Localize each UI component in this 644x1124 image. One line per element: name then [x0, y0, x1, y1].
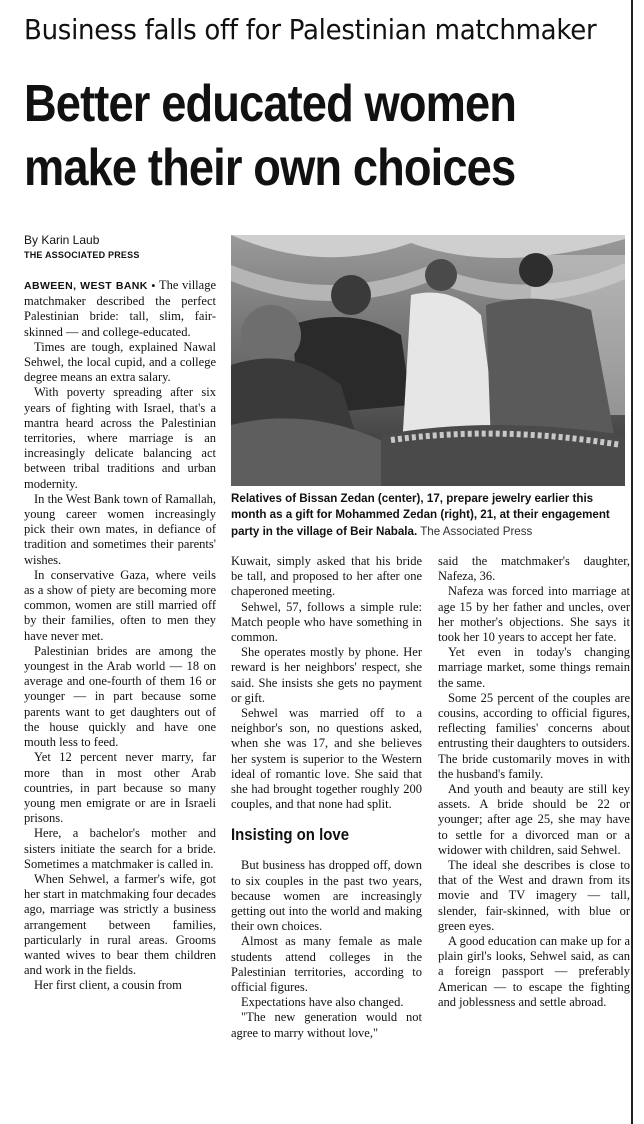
photo-credit: The Associated Press: [420, 524, 533, 538]
photo-illustration: [231, 235, 625, 486]
body-paragraph: Expectations have also changed.: [241, 995, 404, 1010]
caption-text: Relatives of Bissan Zedan (center), 17, prepare jewelry earlier this month as a gift for Mohammed Zedan (right), 21, at their engagement party in the village of Beir Nabala.: [231, 492, 610, 538]
subhead: Insisting on love: [231, 825, 350, 845]
body-paragraph: But business has dropped off, down to six couples in the past two years, because women are increasingly getting out into the world and making their own choices.: [231, 858, 422, 934]
body-paragraph: And youth and beauty are still key assets. A bride should be 22 or younger; after age 25, she may have to settle for a divorced man or a widower with children, said Sehwel.: [438, 782, 630, 857]
body-paragraph: Some 25 percent of the couples are cousins, according to official figures, reflecting families' concerns about entrusting their daughters to outsiders. The bride customarily moves in with the husband's family.: [438, 690, 630, 781]
byline: By Karin Laub: [24, 233, 100, 247]
body-paragraph: Almost as many female as male students attend colleges in the Palestinian territories, according to official figures.: [231, 934, 422, 995]
body-paragraph: said the matchmaker's daughter, Nafeza, 36.: [438, 554, 630, 584]
body-paragraph: Times are tough, explained Nawal Sehwel, the local cupid, and a college degree means an extra salary.: [24, 339, 216, 385]
body-paragraph: She operates mostly by phone. Her reward is her neighbors' respect, she said. She insists she gets no payment or gift.: [231, 645, 422, 705]
headline-line-1: Better educated women: [24, 75, 517, 133]
photo-caption: [231, 491, 625, 540]
body-paragraph: Yet 12 percent never marry, far more than in most other Arab countries, in part because so many young men emigrate or are in Israeli prisons.: [24, 750, 216, 826]
lead-paragraph: ABWEEN, WEST BANK • The village matchmaker described the perfect Palestinian bride: tall, slim, fair-skinned — and college-educated.: [24, 278, 217, 339]
body-paragraph: In conservative Gaza, where veils as a show of piety are becoming more common, women are still married off by their families, often to men they have never met.: [24, 567, 216, 643]
engagement-party-photo: [231, 235, 625, 486]
body-paragraph: Her first client, a cousin from: [34, 978, 182, 993]
body-paragraph: When Sehwel, a farmer's wife, got her start in matchmaking four decades ago, marriage was strictly a business arrangement between families, particularly in rural areas. Grooms wanted wives to bear them children and work in the fields.: [24, 871, 216, 978]
kicker-headline: Business falls off for Palestinian matchmaker: [24, 13, 597, 46]
body-paragraph: Kuwait, simply asked that his bride be tall, and proposed to her after one chaperoned meeting.: [231, 554, 422, 599]
body-paragraph: Here, a bachelor's mother and sisters initiate the search for a bride. Sometimes a matchmaker is called in.: [24, 826, 216, 871]
body-paragraph: Palestinian brides are among the youngest in the Arab world — 18 on average and one-fourth of them 16 or younger — in part because some parents want to get daughters out of the house quickly and have one mouth less to feed.: [24, 643, 216, 750]
body-paragraph: "The new generation would not agree to marry without love,": [231, 1010, 422, 1040]
dateline: ABWEEN, WEST BANK •: [24, 280, 156, 292]
article-column-2: [231, 554, 422, 1041]
article-column-3: [438, 554, 630, 1010]
article-column-1: [24, 278, 216, 994]
headline-line-2: make their own choices: [24, 139, 516, 197]
body-paragraph: A good education can make up for a plain girl's looks, Sehwel said, as can a foreign passport — preferably American — to escape the fighting and joblessness and settle abroad.: [438, 934, 630, 1009]
wire-source: THE ASSOCIATED PRESS: [24, 250, 140, 260]
body-paragraph: The ideal she describes is close to that of the West and drawn from its movie and TV imagery — tall, slender, fair-skinned, with blue or green eyes.: [438, 858, 630, 933]
body-paragraph: Sehwel was married off to a neighbor's son, no questions asked, when she was 17, and she believes her system is superior to the Western ideal of romantic love. She said that she had brought together roughly 200 couples, and that none had split.: [231, 706, 422, 812]
body-paragraph: Nafeza was forced into marriage at age 15 by her father and uncles, over her mother's objections. She says it took her 10 years to accept her fate.: [438, 584, 630, 645]
page-right-rule: [631, 0, 633, 1124]
body-paragraph: In the West Bank town of Ramallah, young career women increasingly pick their own mates, in defiance of tradition and sometimes their parents' wishes.: [24, 491, 216, 567]
body-paragraph: Yet even in today's changing marriage market, some things remain the same.: [438, 645, 630, 690]
body-paragraph: With poverty spreading after six years of fighting with Israel, that's a mantra heard across the Palestinian territories, where marriage is an increasingly delicate balancing act between tribal traditions and urban modernity.: [24, 385, 216, 491]
body-paragraph: Sehwel, 57, follows a simple rule: Match people who have something in common.: [231, 599, 422, 645]
main-headline: [24, 72, 590, 200]
